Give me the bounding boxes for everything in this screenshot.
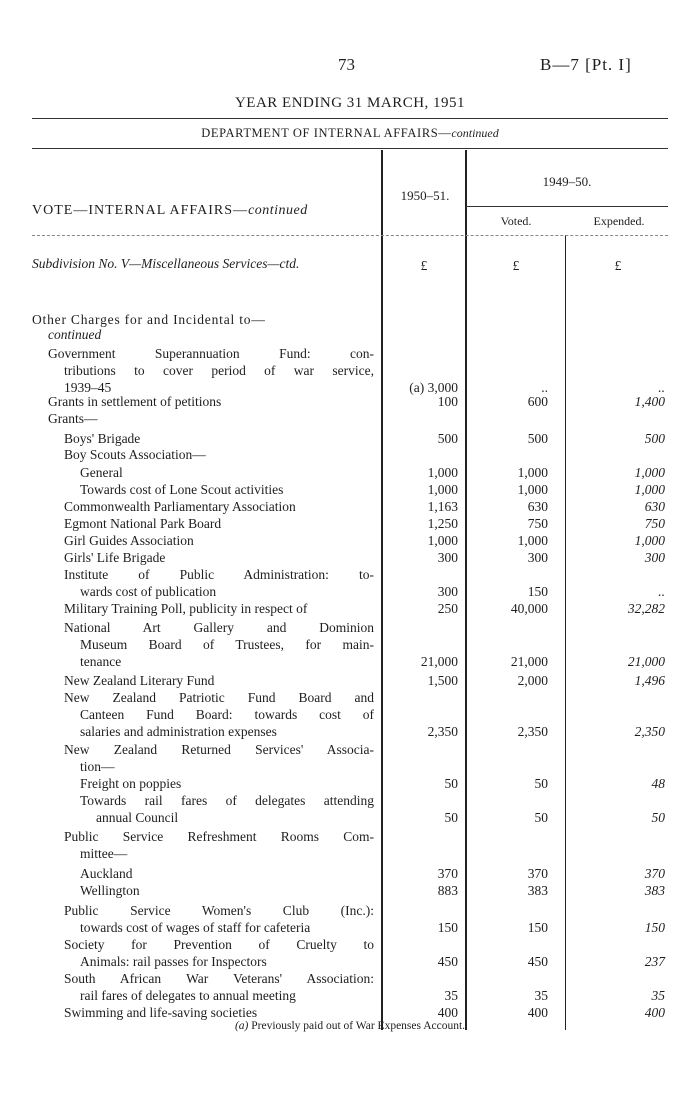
value-voted: 300 [527,550,548,565]
value-1950: 300 [437,584,458,599]
footnote-text: Previously paid out of War Expenses Account. [248,1020,466,1032]
value-expended: 630 [644,499,665,514]
value-voted: 750 [527,516,548,531]
value-expended: 48 [651,776,665,791]
value-voted: 600 [527,394,548,409]
rule-top [32,118,668,119]
value-1950: 50 [444,776,458,791]
row-label-line: South African War Veterans' Association: [64,971,374,986]
column-header-voted: Voted. [500,214,532,228]
value-1950: 370 [437,866,458,881]
value-voted: 383 [527,883,548,898]
value-voted: 1,000 [517,465,548,480]
row-label-line: Military Training Poll, publicity in respect of [64,601,308,616]
subdivision-title [32,256,299,272]
value-expended: 1,400 [634,394,665,409]
row-label-line: tenance [80,654,122,669]
value-expended: 500 [644,431,665,446]
column-header-1949: 1949–50. [542,174,592,189]
row-label-line: New Zealand Patriotic Fund Board and [64,690,374,705]
section-title: Other Charges for and Incidental to— [32,312,266,327]
row-label-line: salaries and administration expenses [80,724,277,739]
row-label-line: Government Superannuation Fund: con- [48,346,374,361]
row-label-line: 1939–45 [64,380,112,395]
value-expended: .. [658,380,665,395]
value-expended: 1,000 [634,533,665,548]
row-label-line: Public Service Refreshment Rooms Com- [64,829,374,844]
value-1950: 1,500 [427,673,458,688]
department-suffix: continued [451,126,499,140]
value-expended: 1,000 [634,482,665,497]
value-1950: 1,000 [427,465,458,480]
value-1950: 2,350 [427,724,458,739]
footnote-mark: (a) [234,1020,249,1032]
row-label-line: National Art Gallery and Dominion [64,620,374,635]
value-1950: (a) 3,000 [409,380,458,395]
value-expended: 35 [651,988,665,1003]
row-label-line: annual Council [96,810,179,825]
footnote [0,1020,700,1032]
row-label-line: Egmont National Park Board [64,516,222,531]
value-1950: 300 [437,550,458,565]
value-expended: 2,350 [634,724,665,739]
value-voted: 2,350 [517,724,548,739]
column-header-1950: 1950–51. [400,188,450,203]
row-label-line: Freight on poppies [80,776,182,791]
value-voted: 630 [527,499,548,514]
value-voted: 450 [527,954,548,969]
value-expended: 750 [644,516,665,531]
rule-1949-split [466,206,668,207]
subdivision-text: Subdivision No. V—Miscellaneous Services—ctd. [32,256,300,271]
currency-1950: £ [420,258,428,273]
value-expended: 1,000 [634,465,665,480]
row-label-line: Boy Scouts Association— [64,447,206,462]
column-rule-1 [381,150,383,1030]
value-expended: 32,282 [627,601,665,616]
row-label-line: wards cost of publication [80,584,217,599]
row-label-line: towards cost of wages of staff for cafeteria [80,920,311,935]
department-name: DEPARTMENT OF INTERNAL AFFAIRS— [201,126,452,140]
page-number: 73 [338,55,355,74]
document-reference: B—7 [Pt. I] [540,55,632,74]
year-title: YEAR ENDING 31 MARCH, 1951 [234,95,466,111]
vote-title [32,203,308,219]
vote-name: VOTE—INTERNAL AFFAIRS— [32,203,249,218]
value-voted: 50 [534,776,548,791]
row-label-line: Boys' Brigade [64,431,141,446]
row-label-line: mittee— [80,846,128,861]
value-expended: 1,496 [634,673,665,688]
value-voted: 21,000 [510,654,548,669]
value-1950: 100 [437,394,458,409]
value-voted: 500 [527,431,548,446]
department-title [0,126,700,141]
section-suffix: continued [48,327,102,342]
value-voted: 1,000 [517,533,548,548]
value-1950: 400 [437,1005,458,1020]
row-label-line: Society for Prevention of Cruelty to [64,937,374,952]
row-label-line: Girls' Life Brigade [64,550,166,565]
value-expended: 50 [651,810,665,825]
value-voted: 150 [527,584,548,599]
value-1950: 50 [444,810,458,825]
row-label-line: tributions to cover period of war service, [64,363,374,378]
rule-columns [32,235,668,236]
row-label-line: tion— [80,759,115,774]
value-voted: .. [541,380,548,395]
row-label-line: Grants in settlement of petitions [48,394,222,409]
row-label-line: Towards cost of Lone Scout activities [80,482,284,497]
value-voted: 35 [534,988,548,1003]
value-voted: 1,000 [517,482,548,497]
value-1950: 150 [437,920,458,935]
row-label-line: Institute of Public Administration: to- [64,567,374,582]
value-voted: 50 [534,810,548,825]
value-expended: 370 [644,866,665,881]
value-1950: 21,000 [420,654,458,669]
value-expended: 383 [644,883,665,898]
row-label-line: New Zealand Literary Fund [64,673,215,688]
currency-voted: £ [512,258,520,273]
value-expended: .. [658,584,665,599]
row-label-line: Canteen Fund Board: towards cost of [80,707,374,722]
value-1950: 1,250 [427,516,458,531]
value-expended: 150 [644,920,665,935]
row-label-line: Swimming and life-saving societies [64,1005,258,1020]
value-1950: 1,000 [427,533,458,548]
vote-suffix: continued [248,203,308,218]
value-voted: 40,000 [510,601,548,616]
value-voted: 150 [527,920,548,935]
value-expended: 237 [644,954,665,969]
value-expended: 300 [644,550,665,565]
currency-expended: £ [614,258,622,273]
value-1950: 250 [437,601,458,616]
row-label-line: Grants— [48,411,98,426]
row-label-line: Animals: rail passes for Inspectors [80,954,267,969]
value-voted: 400 [527,1005,548,1020]
column-rule-2 [465,150,467,1030]
value-1950: 35 [444,988,458,1003]
row-label-line: Commonwealth Parliamentary Association [64,499,296,514]
value-1950: 500 [437,431,458,446]
row-label-line: Girl Guides Association [64,533,194,548]
row-label-line: Museum Board of Trustees, for main- [80,637,374,652]
row-label-line: Wellington [80,883,140,898]
column-header-expended: Expended. [593,214,645,228]
row-label-line: Public Service Women's Club (Inc.): [64,903,374,918]
row-label-line: New Zealand Returned Services' Associa- [64,742,374,757]
value-voted: 370 [527,866,548,881]
value-expended: 400 [644,1005,665,1020]
value-1950: 1,163 [427,499,458,514]
column-rule-3 [565,235,566,1030]
row-label-line: Towards rail fares of delegates attending [80,793,374,808]
row-label-line: Auckland [80,866,133,881]
value-1950: 883 [437,883,458,898]
value-voted: 2,000 [517,673,548,688]
row-label-line: rail fares of delegates to annual meeting [80,988,296,1003]
value-1950: 450 [437,954,458,969]
rule-header [32,148,668,149]
row-label-line: General [80,465,123,480]
value-expended: 21,000 [627,654,665,669]
value-1950: 1,000 [427,482,458,497]
